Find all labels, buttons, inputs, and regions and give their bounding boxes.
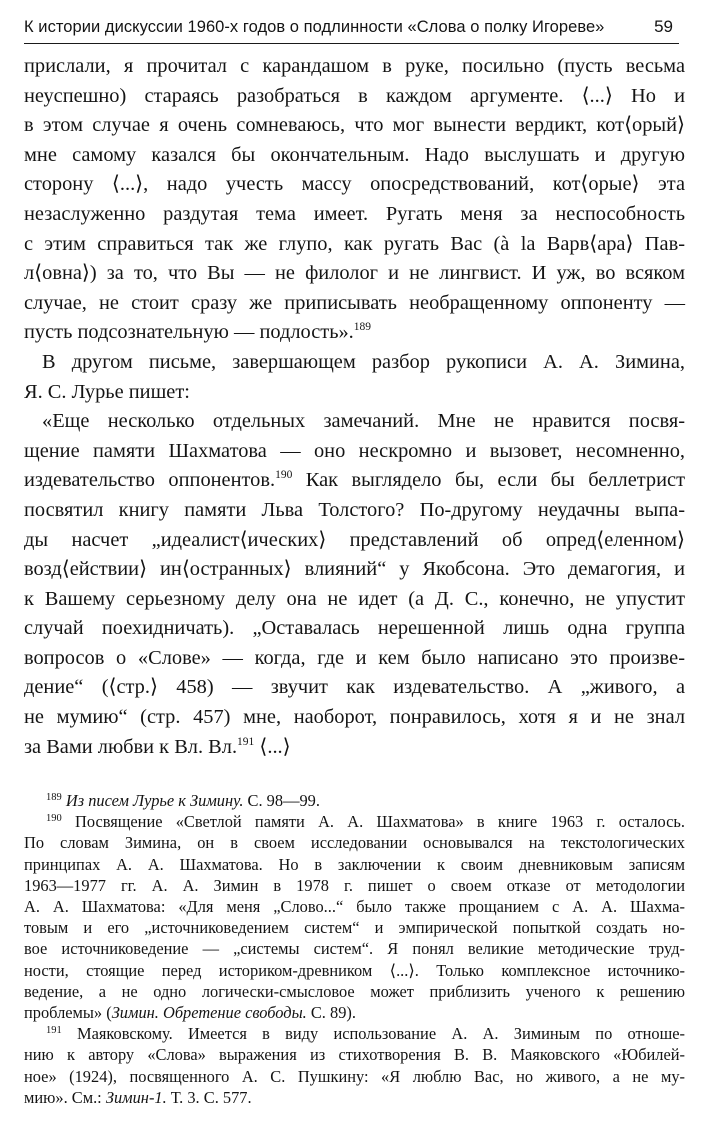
text-line [24, 318, 685, 348]
footnote-text: проблемы» ( [24, 1003, 112, 1023]
footnote-191 [24, 1023, 685, 1108]
text-line: вопросов о «Слове» — когда, где и кем было написано это произве- [24, 646, 685, 669]
footnote-ref-191[interactable]: 191 [237, 735, 255, 748]
text-line: в этом случае я очень сомневаюсь, что мог вынести вердикт, кот⟨орый⟩ [24, 114, 685, 137]
text-fragment: Как выглядело бы, если бы беллетрист [292, 469, 685, 492]
text-line: к Вашему серьезному делу она не идет (а Д. С., конечно, не упустит [24, 587, 685, 610]
text-line [24, 733, 685, 763]
text-line: В другом письме, завершающем разбор рукописи А. А. Зимина, [42, 350, 685, 373]
paragraph-letter-quote-continued [24, 52, 685, 348]
text-fragment: пусть подсознательную — подлость». [24, 321, 354, 344]
footnote-line: нию к автору «Слова» выражения из стихотворения В. В. Маяковского «Юбилей- [24, 1045, 685, 1065]
footnote-line: ности, стоящие перед историком-древником ⟨...⟩. Только комплексное источнико- [24, 960, 685, 980]
text-line: с этим справиться так же глупо, как ругать Вас (à la Варв⟨ара⟩ Пав- [24, 232, 685, 255]
text-line: щение памяти Шахматова — оно нескромно и вызовет, несомненно, [24, 439, 685, 462]
text-line: посвятил книгу памяти Льва Толстого? По-другому неудачны выпа- [24, 498, 685, 521]
text-line: случай поехидничать). „Оставалась нерешенной лишь одна группа [24, 617, 685, 640]
footnote-line: принципах А. А. Шахматова. Но в заключении к своим дневниковым записям [24, 854, 685, 874]
footnote-line [24, 1002, 685, 1023]
page-number: 59 [654, 17, 673, 36]
text-line [24, 466, 685, 496]
text-fragment: издевательство оппонентов. [24, 469, 276, 492]
footnote-line: ведение, а не одно логически-смысловое может приблизить ученого к решению [24, 981, 685, 1001]
footnote-mark: 189 [46, 792, 62, 803]
footnotes [24, 790, 685, 1108]
footnote-text: Маяковскому. Имеется в виду использование А. А. Зиминым по отноше- [77, 1024, 685, 1044]
running-header [24, 10, 679, 44]
text-fragment: за Вами любви к Вл. Вл. [24, 735, 238, 758]
footnote-line [24, 1087, 685, 1108]
text-line: прислали, я прочитал с карандашом в руке, посильно (пусть весьма [24, 55, 685, 77]
footnote-line [24, 790, 685, 811]
text-line: сторону ⟨...⟩, надо учесть массу опосредствований, кот⟨орые⟩ эта [24, 173, 685, 196]
text-line: л⟨овна⟩) за то, что Вы — не филолог и не лингвист. И уж, во всяком [24, 262, 685, 285]
footnote-text: С. 89). [306, 1003, 356, 1023]
text-fragment: ⟨...⟩ [254, 735, 291, 758]
footnote-source-italic: Из писем Лурье к Зимину. [65, 791, 244, 810]
footnote-source-italic: Зимин. Обретение свободы. [111, 1003, 307, 1023]
text-line: неуспешно) стараясь разобраться в каждом аргументе. ⟨...⟩ Но и [24, 84, 685, 107]
text-line: случае, не стоит сразу же приписывать необращенному оппоненту — [24, 291, 685, 314]
footnote-line: ное» (1924), посвященного А. С. Пушкину: «Я люблю Вас, но живого, а не му- [24, 1066, 685, 1086]
text-line: незаслуженно раздутая тема имеет. Ругать меня за неспособность [24, 202, 685, 225]
footnote-text: Посвящение «Светлой памяти А. А. Шахматова» в книге 1963 г. осталось. [75, 812, 685, 832]
text-line: ды насчет „идеалист⟨ических⟩ представлений об опред⟨еленном⟩ [24, 528, 685, 551]
footnote-ref-189[interactable]: 189 [353, 321, 372, 334]
text-line: мне самому казался бы окончательным. Надо выслушать и другую [24, 143, 685, 166]
footnote-text: Т. 3. С. 577. [166, 1087, 252, 1107]
running-title: К истории дискуссии 1960-х годов о подлинности «Слова о полку Игореве» [24, 18, 605, 36]
footnote-line [24, 811, 685, 832]
paragraph-intro [24, 348, 685, 407]
footnote-line: А. А. Шахматова: «Для меня „Слово...“ было также прощанием с А. А. Шахма- [24, 897, 685, 917]
footnote-text: мию». См.: [24, 1087, 106, 1107]
text-line: не мумию“ (стр. 457) мне, наоборот, понравилось, хотя я и не знал [24, 706, 685, 729]
footnote-source-italic: Зимин-1. [105, 1087, 167, 1107]
footnote-mark: 190 [46, 813, 62, 825]
main-text [24, 52, 685, 762]
footnote-ref-190[interactable]: 190 [275, 469, 293, 482]
text-line: Я. С. Лурье пишет: [24, 380, 190, 403]
text-line: возд⟨ействии⟩ ин⟨остранных⟩ влияний“ у Якобсона. Это демагогия, и [24, 558, 685, 581]
footnote-190 [24, 811, 685, 1023]
text-line: дение“ (⟨стр.⟩ 458) — звучит как издевательство. А „живого, а [24, 676, 685, 699]
paragraph-second-letter-quote [24, 407, 685, 762]
footnote-line [24, 1023, 685, 1044]
footnote-line: По словам Зимина, он в своем исследовании основывался на текстологических [24, 833, 685, 853]
text-line: «Еще несколько отдельных замечаний. Мне не нравится посвя- [42, 410, 685, 433]
footnote-mark: 191 [46, 1025, 62, 1037]
footnote-text: С. 98—99. [243, 791, 320, 810]
footnote-189 [24, 790, 685, 811]
footnote-line: 1963—1977 гг. А. А. Зимин в 1978 г. пишет о своем отказе от методологии [24, 875, 685, 895]
footnote-line: вое источниковедение — „системы систем“. Я понял великие методические труд- [24, 939, 685, 959]
footnote-line: товым и его „источниковедением систем“ и эмпирической попыткой создать но- [24, 918, 685, 938]
